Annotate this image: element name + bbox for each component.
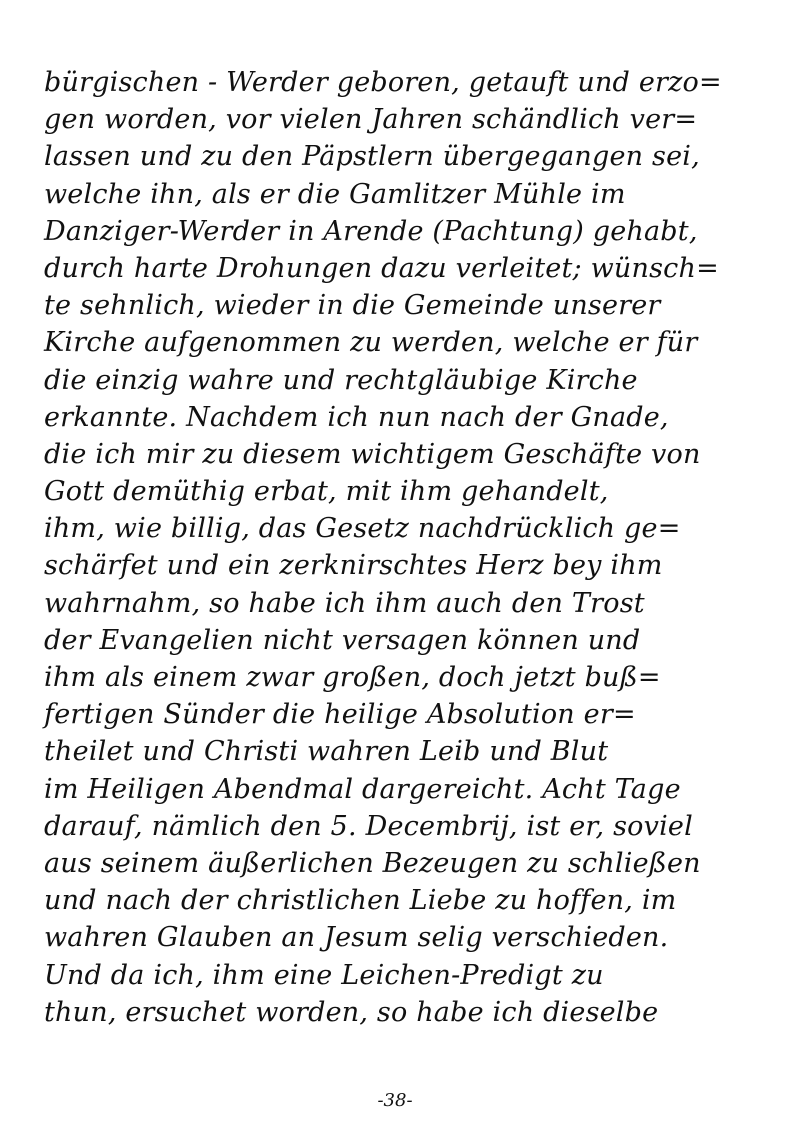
text-line: Danziger-Werder in Arende (Pachtung) gehabt,: [44, 215, 698, 247]
text-line: die einzig wahre und rechtgläubige Kirche: [44, 364, 638, 396]
text-line: wahren Glauben an Jesum selig verschieden.: [44, 922, 669, 954]
text-line: durch harte Drohungen dazu verleitet; wünsch=: [44, 252, 719, 284]
text-line: im Heiligen Abendmal dargereicht. Acht Tage: [44, 773, 681, 805]
text-line: wahrnahm, so habe ich ihm auch den Trost: [44, 587, 645, 619]
text-line: welche ihn, als er die Gamlitzer Mühle im: [44, 178, 626, 210]
text-line: der Evangelien nicht versagen können und: [44, 624, 641, 656]
text-line: darauf, nämlich den 5. Decembrij, ist er, soviel: [44, 810, 693, 842]
text-line: theilet und Christi wahren Leib und Blut: [44, 736, 609, 768]
page-number: -38-: [377, 1090, 413, 1111]
text-line: Kirche aufgenommen zu werden, welche er für: [44, 327, 698, 359]
text-line: schärfet und ein zerknirschtes Herz bey ihm: [44, 550, 663, 582]
text-line: ihm, wie billig, das Gesetz nachdrücklich ge=: [44, 513, 681, 545]
text-line: te sehnlich, wieder in die Gemeinde unserer: [44, 290, 661, 322]
text-line: fertigen Sünder die heilige Absolution er=: [44, 699, 636, 731]
text-line: aus seinem äußerlichen Bezeugen zu schließen: [44, 847, 701, 879]
text-line: erkannte. Nachdem ich nun nach der Gnade,: [44, 401, 669, 433]
text-line: bürgischen - Werder geboren, getauft und erzo=: [44, 67, 722, 98]
text-line: ihm als einem zwar großen, doch jetzt buß=: [44, 662, 661, 693]
text-line: und nach der christlichen Liebe zu hoffen, im: [44, 885, 677, 917]
text-line: thun, ersuchet worden, so habe ich dieselbe: [44, 996, 659, 1028]
text-line: lassen und zu den Päpstlern übergegangen sei,: [44, 141, 700, 173]
text-line: die ich mir zu diesem wichtigem Geschäfte von: [44, 438, 701, 470]
text-line: Gott demüthig erbat, mit ihm gehandelt,: [44, 476, 609, 508]
handwritten-text-block: [44, 64, 764, 1031]
text-line: gen worden, vor vielen Jahren schändlich ver=: [44, 104, 698, 136]
text-line: Und da ich, ihm eine Leichen-Predigt zu: [44, 959, 604, 991]
